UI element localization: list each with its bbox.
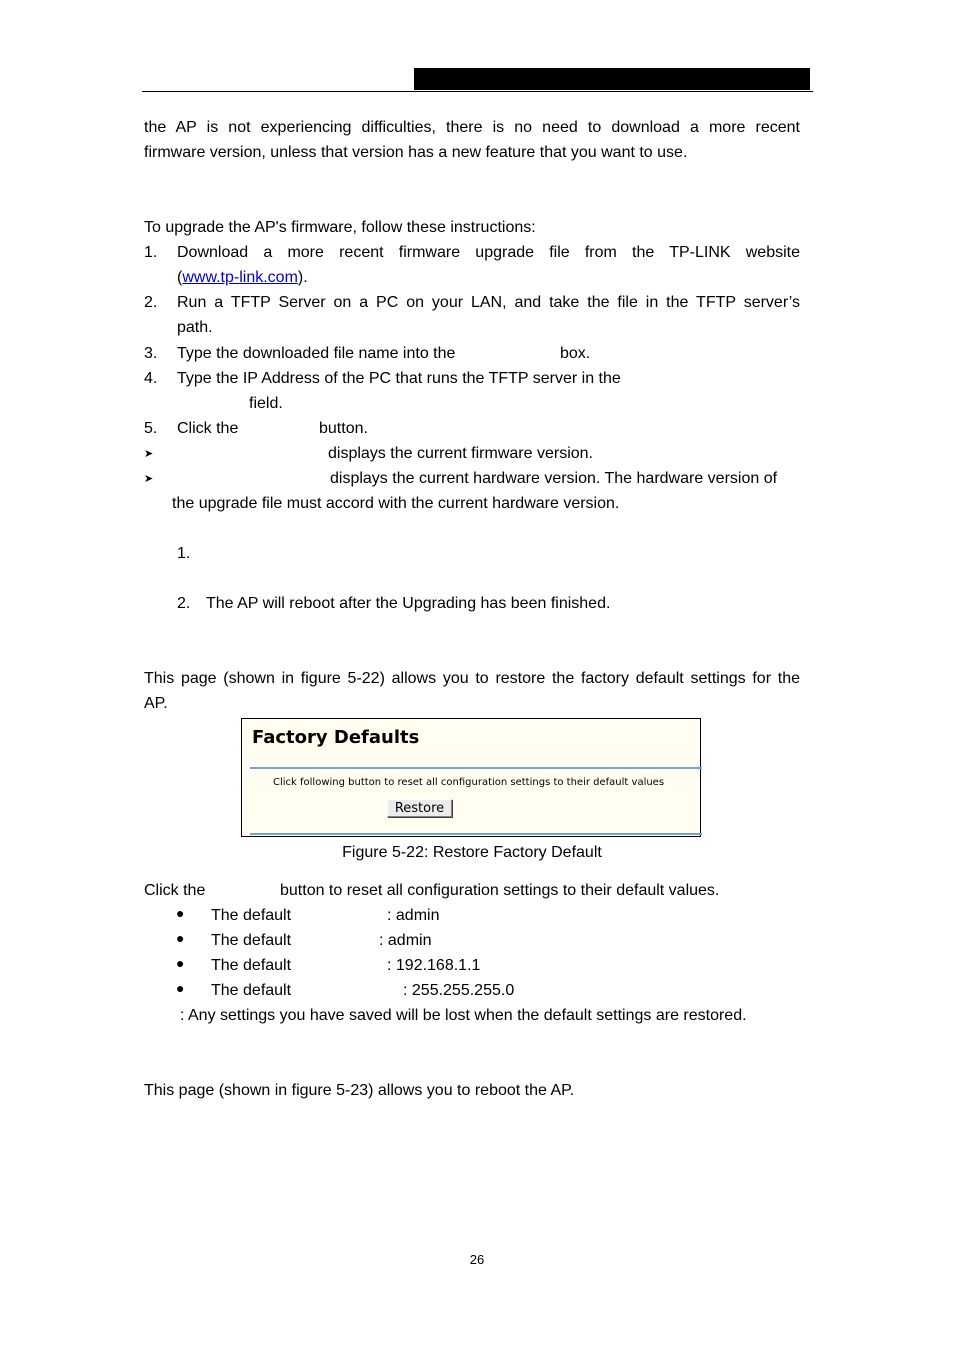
- default-prefix: The default: [211, 907, 292, 924]
- default-ip-value: : 192.168.1.1: [387, 957, 481, 974]
- default-prefix: The default: [211, 982, 292, 999]
- arrow-bullet-icon: ➤: [144, 473, 154, 485]
- step-5-text-b: button.: [319, 420, 368, 437]
- step-number: 4.: [144, 370, 158, 387]
- step-5-text-a: Click the: [177, 420, 239, 437]
- default-username-value: : admin: [387, 907, 440, 924]
- step-1-line-2: (www.tp-link.com).: [177, 269, 308, 286]
- restore-note: : Any settings you have saved will be lost when the default settings are restored.: [180, 1007, 747, 1024]
- default-password-value: : admin: [379, 932, 432, 949]
- factory-intro-line-2: AP.: [144, 695, 168, 712]
- figure-caption: Figure 5-22: Restore Factory Default: [342, 844, 602, 861]
- note-2-number: 2.: [177, 595, 191, 612]
- page-number: 26: [469, 1252, 485, 1267]
- step-number: 3.: [144, 345, 158, 362]
- step-number: 2.: [144, 294, 158, 311]
- note-2-text: The AP will reboot after the Upgrading has been finished.: [206, 595, 611, 612]
- note-1-number: 1.: [177, 545, 191, 562]
- step-2-line-1: Run a TFTP Server on a PC on your LAN, and take the file in the TFTP server’s: [177, 294, 800, 311]
- click-text-a: Click the: [144, 882, 206, 899]
- figure-title: Factory Defaults: [252, 727, 420, 748]
- step-number: 1.: [144, 244, 158, 261]
- figure-instruction: Click following button to reset all configuration settings to their default values: [273, 777, 665, 788]
- step-4-line-2: field.: [249, 395, 283, 412]
- bullet-dot-icon: ●: [176, 955, 185, 971]
- step-number: 5.: [144, 420, 158, 437]
- bullet-dot-icon: ●: [176, 905, 185, 921]
- hardware-version-desc-line-1: displays the current hardware version. The hardware version of: [330, 470, 778, 487]
- restore-button[interactable]: Restore: [387, 799, 452, 817]
- factory-defaults-figure: [241, 718, 701, 837]
- bullet-dot-icon: ●: [176, 980, 185, 996]
- header-rule: [142, 91, 813, 92]
- intro-line-1: the AP is not experiencing difficulties, there is no need to download a more recent: [144, 119, 800, 136]
- figure-divider: [250, 833, 702, 835]
- step-3-text-b: box.: [560, 345, 591, 362]
- arrow-bullet-icon: ➤: [144, 448, 154, 460]
- firmware-version-desc: displays the current firmware version.: [328, 445, 593, 462]
- default-prefix: The default: [211, 957, 292, 974]
- step-2-line-2: path.: [177, 319, 213, 336]
- header-bar: [414, 68, 810, 90]
- upgrade-lead: To upgrade the AP's firmware, follow these instructions:: [144, 219, 536, 236]
- intro-line-2: firmware version, unless that version has a new feature that you want to use.: [144, 144, 688, 161]
- step-4-line-1: Type the IP Address of the PC that runs the TFTP server in the: [177, 370, 621, 387]
- bullet-dot-icon: ●: [176, 930, 185, 946]
- step-1-line-1: Download a more recent firmware upgrade file from the TP-LINK website: [177, 244, 800, 261]
- default-subnet-value: : 255.255.255.0: [403, 982, 515, 999]
- default-prefix: The default: [211, 932, 292, 949]
- factory-intro-line-1: This page (shown in figure 5-22) allows you to restore the factory default settings for the: [144, 670, 800, 687]
- reboot-intro: This page (shown in figure 5-23) allows you to reboot the AP.: [144, 1082, 575, 1099]
- click-text-b: button to reset all configuration settings to their default values.: [280, 882, 720, 899]
- step-3-text-a: Type the downloaded file name into the: [177, 345, 456, 362]
- tp-link-website-link[interactable]: www.tp-link.com: [182, 269, 298, 286]
- hardware-version-desc-line-2: the upgrade file must accord with the current hardware version.: [172, 495, 620, 512]
- figure-divider: [250, 767, 702, 769]
